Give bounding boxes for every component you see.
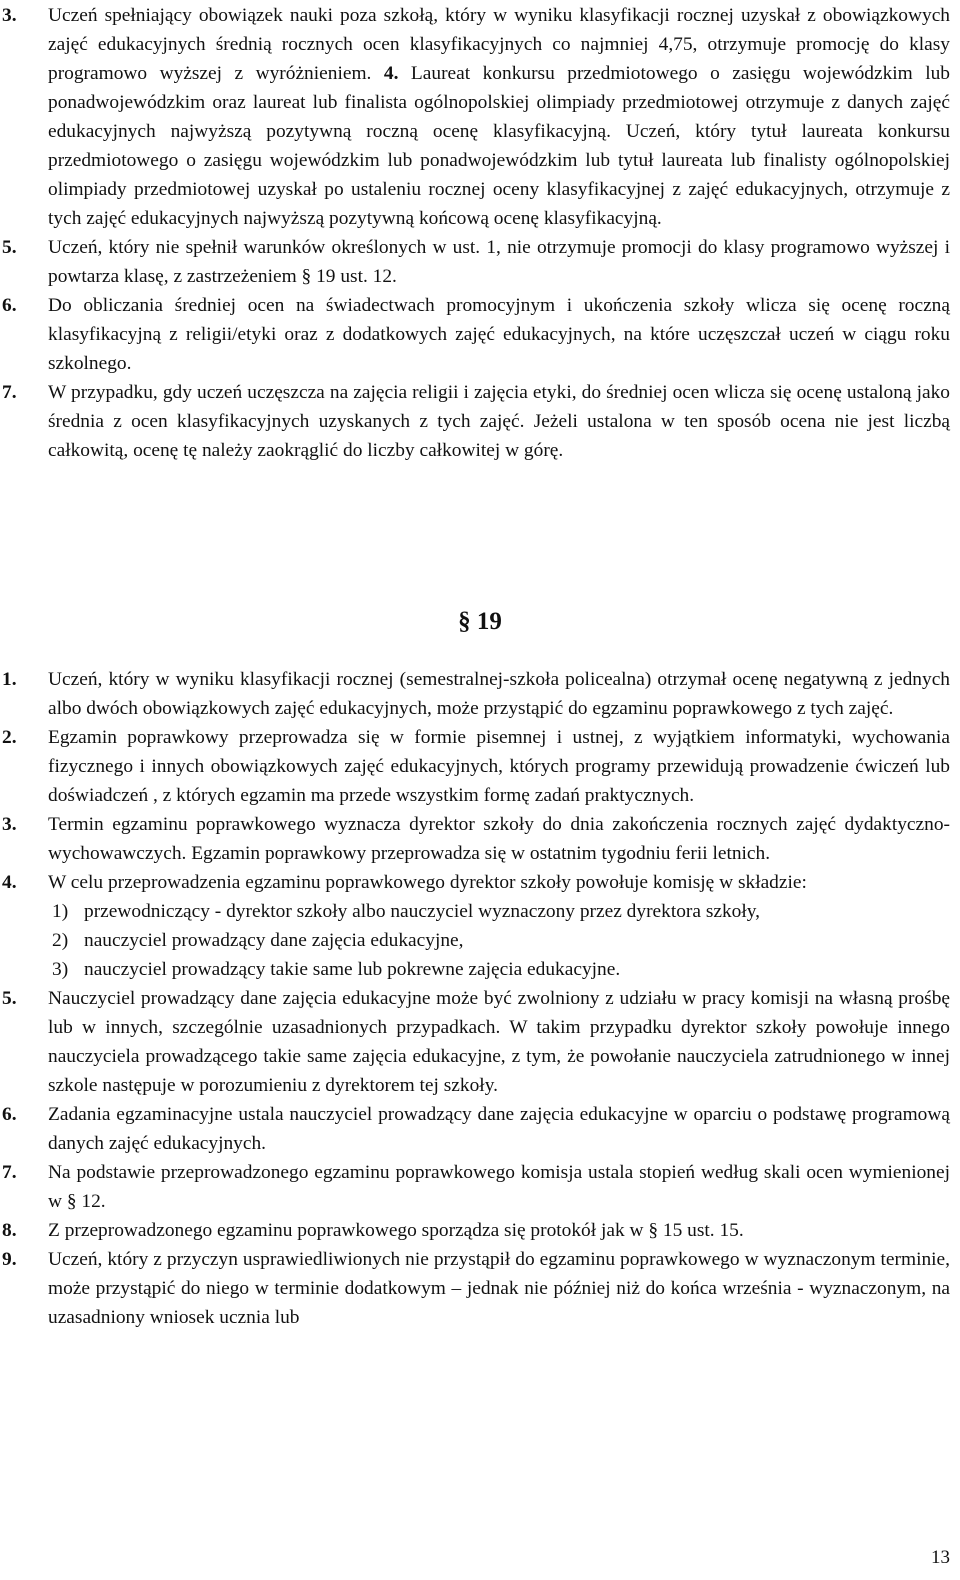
paragraph-item-3 xyxy=(0,1,960,233)
paragraph-text: Uczeń spełniający obowiązek nauki poza szkołą, który w wyniku klasyfikacji rocznej uzyskał z obowiązkowych zajęć edukacyjnych średnią rocznych ocen klasyfikacyjnych co najmniej 4,75, otrzymuje promocję do klasy programowo wyższej z wyróżnieniem. xyxy=(48,5,950,84)
paragraph-item-1 xyxy=(0,665,960,723)
paragraph-text: Zadania egzaminacyjne ustala nauczyciel prowadzący dane zajęcia edukacyjne w oparciu o podstawę programową danych zajęć edukacyjnych. xyxy=(48,1104,950,1154)
paragraph-item-8 xyxy=(0,1216,960,1245)
paragraph-item-6 xyxy=(0,291,960,378)
commission-member-list xyxy=(48,897,950,984)
paragraph-number: 3. xyxy=(2,814,17,835)
list-item xyxy=(48,897,950,926)
paragraph-text: Na podstawie przeprowadzonego egzaminu poprawkowego komisja ustala stopień według skali ocen wymienionej w § 12. xyxy=(48,1162,950,1212)
paragraph-text: W celu przeprowadzenia egzaminu poprawkowego dyrektor szkoły powołuje komisję w składzie: xyxy=(48,872,807,893)
paragraph-number: 8. xyxy=(2,1220,17,1241)
paragraph-number: 1. xyxy=(2,669,17,690)
paragraph-text-inline: Laureat konkursu przedmiotowego o zasięgu wojewódzkim lub ponadwojewódzkim oraz laureat lub finalista ogólnopolskiej olimpiady przedmiotowej otrzymuje z danych zajęć edukacyjnych najwyższą pozytywną roczną ocenę klasyfikacyjną. Uczeń, który tytuł laureata konkursu przedmiotowego o zasięgu wojewódzkim lub ponadwojewódzkim lub tytuł laureata lub finalisty ogólnopolskiej olimpiady przedmiotowej uzyskał po ustaleniu rocznej oceny klasyfikacyjnej z zajęć edukacyjnych, otrzymuje z tych zajęć edukacyjnych najwyższą pozytywną końcową ocenę klasyfikacyjną. xyxy=(48,63,951,229)
list-item-number: 1) xyxy=(52,901,69,922)
paragraph-number: 7. xyxy=(2,1162,17,1183)
paragraph-text: Egzamin poprawkowy przeprowadza się w formie pisemnej i ustnej, z wyjątkiem informatyki, wychowania fizycznego i innych obowiązkowych zajęć edukacyjnych, których programy przewidują prowadzenie ćwiczeń lub doświadczeń , z których egzamin ma przede wszystkim formę zadań praktycznych. xyxy=(48,727,950,806)
list-item-number: 3) xyxy=(52,959,69,980)
paragraph-item-5 xyxy=(0,233,960,291)
paragraph-text: Uczeń, który w wyniku klasyfikacji rocznej (semestralnej-szkoła policealna) otrzymał ocenę negatywną z jednych albo dwóch obowiązkowych zajęć edukacyjnych, może przystąpić do egzaminu poprawkowego z tych zajęć. xyxy=(48,669,950,719)
list-item-text: nauczyciel prowadzący dane zajęcia edukacyjne, xyxy=(84,930,464,951)
paragraph-number: 4. xyxy=(2,872,17,893)
paragraph-text: Z przeprowadzonego egzaminu poprawkowego sporządza się protokół jak w § 15 ust. 15. xyxy=(48,1220,744,1241)
paragraph-item-6 xyxy=(0,1100,960,1158)
paragraph-number: 2. xyxy=(2,727,17,748)
paragraph-item-4 xyxy=(0,868,960,984)
paragraph-text: Uczeń, który nie spełnił warunków określonych w ust. 1, nie otrzymuje promocji do klasy programowo wyższej i powtarza klasę, z zastrzeżeniem § 19 ust. 12. xyxy=(48,237,950,287)
paragraph-number: 6. xyxy=(2,1104,17,1125)
list-item-number: 2) xyxy=(52,930,69,951)
paragraph-number: 7. xyxy=(2,382,17,403)
paragraph-number: 5. xyxy=(2,237,17,258)
paragraph-item-7 xyxy=(0,1158,960,1216)
paragraph-text: Nauczyciel prowadzący dane zajęcia edukacyjne może być zwolniony z udziału w pracy komisji na własną prośbę lub w innych, szczególnie uzasadnionych przypadkach. W takim przypadku dyrektor szkoły powołuje innego nauczyciela prowadzącego takie same zajęcia edukacyjne, z tym, że powołanie nauczyciela zatrudnionego w innej szkole następuje w porozumieniu z dyrektorem tej szkoły. xyxy=(48,988,950,1096)
list-item xyxy=(48,955,950,984)
paragraph-number: 9. xyxy=(2,1249,17,1270)
paragraph-text: W przypadku, gdy uczeń uczęszcza na zajęcia religii i zajęcia etyki, do średniej ocen wlicza się ocenę ustaloną jako średnia z ocen klasyfikacyjnych uzyskanych z tych zajęć. Jeżeli ustalona w ten sposób ocena nie jest liczbą całkowitą, ocenę tę należy zaokrąglić do liczby całkowitej w górę. xyxy=(48,382,950,461)
paragraph-text: Termin egzaminu poprawkowego wyznacza dyrektor szkoły do dnia zakończenia rocznych zajęć dydaktyczno-wychowawczych. Egzamin poprawkowy przeprowadza się w ostatnim tygodniu ferii letnich. xyxy=(48,814,950,864)
list-item-text: przewodniczący - dyrektor szkoły albo nauczyciel wyznaczony przez dyrektora szkoły, xyxy=(84,901,761,922)
section-heading: § 19 xyxy=(458,608,502,635)
paragraph-item-9 xyxy=(0,1245,960,1332)
paragraph-text: Uczeń, który z przyczyn usprawiedliwionych nie przystąpił do egzaminu poprawkowego w wyznaczonym terminie, może przystąpić do niego w terminie dodatkowym – jednak nie później niż do końca września - wyznaczonym, na uzasadniony wniosek ucznia lub xyxy=(48,1249,950,1328)
paragraph-number: 5. xyxy=(2,988,17,1009)
paragraph-item-5 xyxy=(0,984,960,1100)
paragraph-item-7 xyxy=(0,378,960,465)
list-item-text: nauczyciel prowadzący takie same lub pokrewne zajęcia edukacyjne. xyxy=(84,959,621,980)
paragraph-number: 3. xyxy=(2,5,17,26)
page-number: 13 xyxy=(931,1547,950,1568)
paragraph-number: 6. xyxy=(2,295,17,316)
list-item xyxy=(48,926,950,955)
paragraph-list-bottom xyxy=(0,665,960,1332)
paragraph-number-inline: 4. xyxy=(383,63,399,84)
paragraph-list-top xyxy=(0,1,960,465)
paragraph-text: Do obliczania średniej ocen na świadectwach promocyjnym i ukończenia szkoły wlicza się ocenę roczną klasyfikacyjną z religii/etyki oraz z dodatkowych zajęć edukacyjnych, na które uczęszczał uczeń w ciągu roku szkolnego. xyxy=(48,295,950,374)
paragraph-item-2 xyxy=(0,723,960,810)
paragraph-item-3 xyxy=(0,810,960,868)
